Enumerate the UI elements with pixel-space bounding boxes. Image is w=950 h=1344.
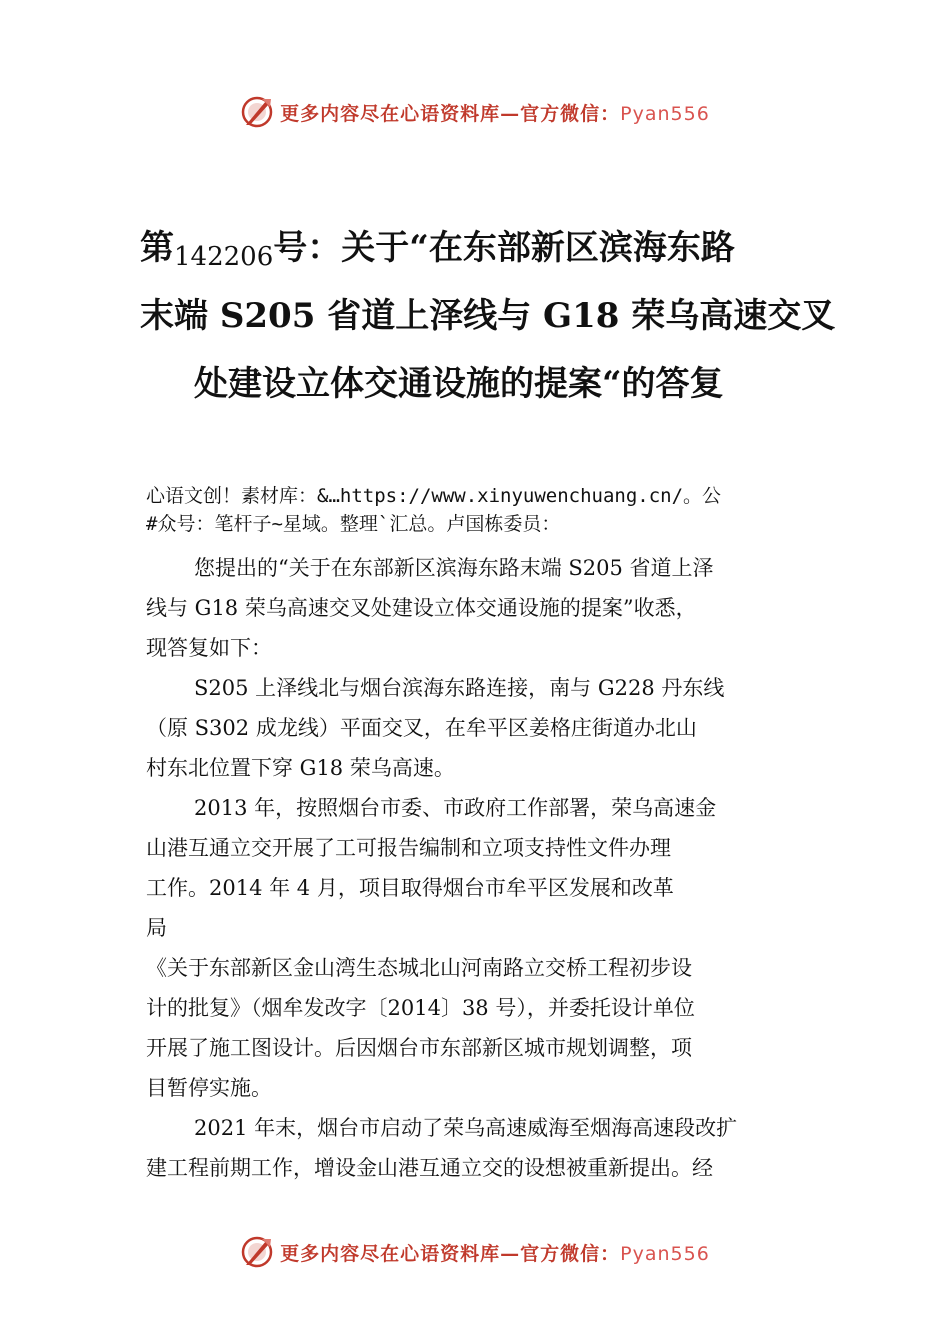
body-line: 计的批复》（烟牟发改字〔2014〕38 号），并委托设计单位 bbox=[146, 996, 695, 1020]
body-line: 您提出的“关于在东部新区滨海东路末端 S205 省道上泽 bbox=[194, 556, 714, 580]
body-line: 建工程前期工作，增设金山港互通立交的设想被重新提出。经 bbox=[146, 1156, 713, 1180]
document-body bbox=[146, 548, 846, 1188]
source-attribution bbox=[146, 482, 846, 538]
body-line: 开展了施工图设计。后因烟台市东部新区城市规划调整，项 bbox=[146, 1036, 692, 1060]
body-line: 目暂停实施。 bbox=[146, 1076, 272, 1100]
body-line: 现答复如下： bbox=[146, 636, 272, 660]
banner-text: 更多内容尽在心语资料库—官方微信：Pyan556 bbox=[280, 102, 710, 125]
wechat-id: Pyan556 bbox=[620, 1242, 710, 1265]
body-line: 《关于东部新区金山湾生态城北山河南路立交桥工程初步设 bbox=[146, 956, 692, 980]
footer-watermark-banner bbox=[0, 1232, 950, 1272]
document-title bbox=[140, 214, 836, 418]
header-watermark-banner bbox=[0, 92, 950, 132]
body-line: 局 bbox=[146, 916, 167, 940]
quill-pen-logo-icon bbox=[240, 1235, 274, 1269]
body-line: 村东北位置下穿 G18 荣乌高速。 bbox=[146, 756, 455, 780]
title-line-3: 处建设立体交通设施的提案“的答复 bbox=[194, 364, 724, 404]
source-line-1: 心语文创！素材库：&…https://www.xinyuwenchuang.cn/。公 bbox=[146, 485, 722, 507]
banner-text: 更多内容尽在心语资料库—官方微信：Pyan556 bbox=[280, 1242, 710, 1265]
body-line: 工作。2014 年 4 月，项目取得烟台市牟平区发展和改革 bbox=[146, 876, 674, 900]
title-line-2: 末端 S205 省道上泽线与 G18 荣乌高速交叉 bbox=[140, 296, 836, 336]
body-line: 山港互通立交开展了工可报告编制和立项支持性文件办理 bbox=[146, 836, 671, 860]
body-line: （原 S302 成龙线）平面交叉，在牟平区姜格庄街道办北山 bbox=[146, 716, 697, 740]
body-line: 2021 年末，烟台市启动了荣乌高速威海至烟海高速段改扩 bbox=[194, 1116, 738, 1140]
body-line: 2013 年，按照烟台市委、市政府工作部署，荣乌高速金 bbox=[194, 796, 717, 820]
source-line-2: #众号：笔杆子~星域。整理`汇总。卢国栋委员： bbox=[146, 513, 561, 535]
title-line-1: 第142206号：关于“在东部新区滨海东路 bbox=[140, 228, 735, 272]
quill-pen-logo-icon bbox=[240, 95, 274, 129]
body-line: 线与 G18 荣乌高速交叉处建设立体交通设施的提案”收悉， bbox=[146, 596, 697, 620]
wechat-id: Pyan556 bbox=[620, 102, 710, 125]
title-number: 142206 bbox=[174, 242, 274, 272]
body-line: S205 上泽线北与烟台滨海东路连接，南与 G228 丹东线 bbox=[194, 676, 725, 700]
